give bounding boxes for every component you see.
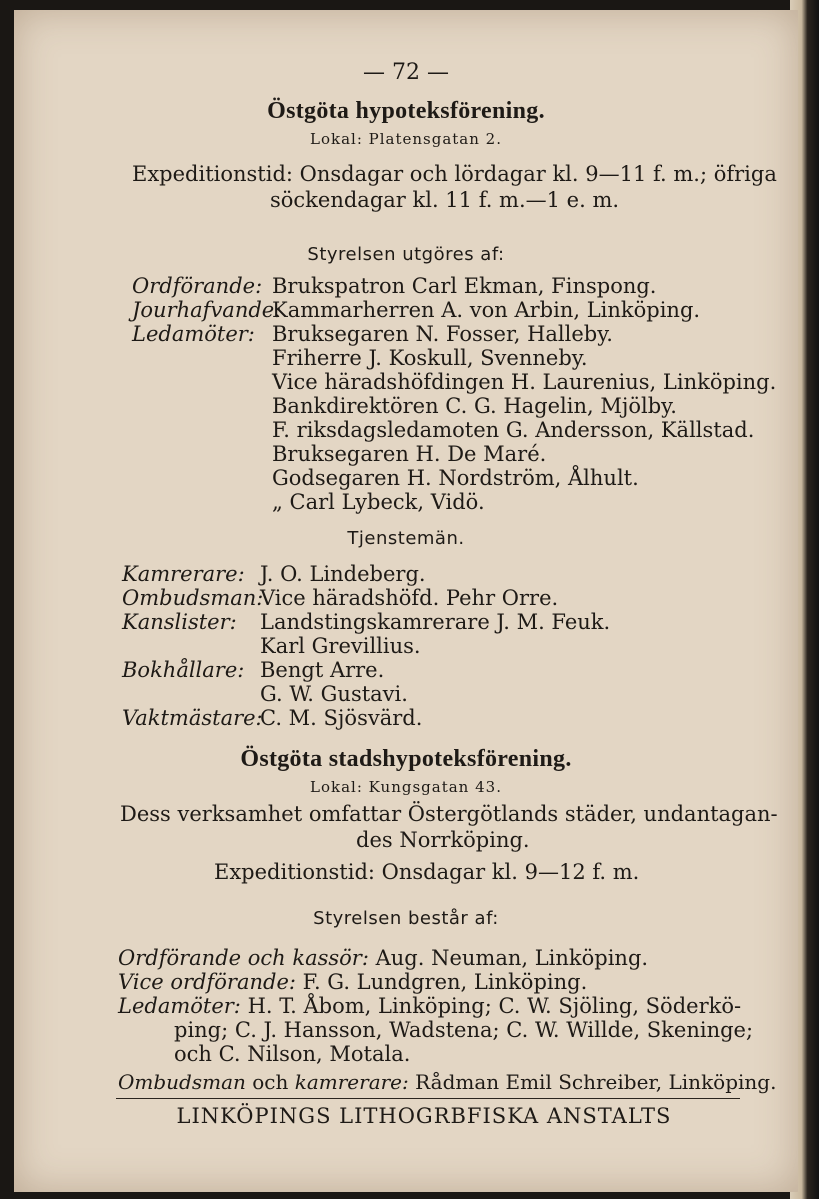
list-item-text: Karl Grevillius.: [260, 634, 421, 658]
section1-staff-heading: Tjenstemän.: [347, 528, 465, 549]
list-item-text: F. riksdagsledamoten G. Andersson, Källstad.: [272, 418, 755, 442]
list-item-text: Bruksegaren N. Fosser, Halleby.: [272, 322, 613, 346]
list-item-label: Ombudsman:: [122, 586, 264, 610]
list-item-text: Bengt Arre.: [260, 658, 385, 682]
list-item-label: Kamrerare:: [122, 562, 245, 586]
section1-title: Östgöta hypoteksförening.: [267, 98, 545, 124]
footer-imprint: LINKÖPINGS LITHOGRBFISKA ANSTALTS: [176, 1104, 672, 1128]
list-item-text: Bruksegaren H. De Maré.: [272, 442, 547, 466]
section2-line2: Vice ordförande: F. G. Lundgren, Linköping.: [118, 970, 588, 994]
list-item-text: G. W. Gustavi.: [260, 682, 408, 706]
section2-line6: Ombudsman och kamrerare: Rådman Emil Schreiber, Linköping.: [118, 1070, 777, 1094]
section2-line3: Ledamöter: H. T. Åbom, Linköping; C. W. Sjöling, Söderkö-: [118, 994, 742, 1018]
section1-hours-line1: Expeditionstid: Onsdagar och lördagar kl. 9—11 f. m.; öfriga: [132, 162, 777, 186]
section2-hours: Expeditionstid: Onsdagar kl. 9—12 f. m.: [214, 860, 640, 884]
list-item-text: Vice häradshöfdingen H. Laurenius, Linköping.: [272, 370, 777, 394]
document-page: [14, 10, 798, 1192]
list-item-text: J. O. Lindeberg.: [260, 562, 426, 586]
list-item-text: Godsegaren H. Nordström, Ålhult.: [272, 466, 639, 490]
section2-desc-line2: des Norrköping.: [356, 828, 530, 852]
section2-line5: och C. Nilson, Motala.: [174, 1042, 411, 1066]
section2-line1: Ordförande och kassör: Aug. Neuman, Linköping.: [118, 946, 649, 970]
list-item-label: Ledamöter:: [132, 322, 255, 346]
list-item-text: Bankdirektören C. G. Hagelin, Mjölby.: [272, 394, 677, 418]
section1-hours-line2: söckendagar kl. 11 f. m.—1 e. m.: [270, 188, 620, 212]
list-item-text: Friherre J. Koskull, Svenneby.: [272, 346, 588, 370]
list-item-text: Vice häradshöfd. Pehr Orre.: [260, 586, 559, 610]
list-item-label: Bokhållare:: [122, 658, 245, 682]
list-item-label: Jourhafvande:: [132, 298, 282, 322]
list-item-label: Ordförande:: [132, 274, 263, 298]
footer-rule: [116, 1098, 740, 1099]
list-item-text: Kammarherren A. von Arbin, Linköping.: [272, 298, 701, 322]
section1-board-heading: Styrelsen utgöres af:: [307, 244, 505, 265]
section2-title: Östgöta stadshypoteksförening.: [240, 746, 572, 772]
list-item-label: Vaktmästare:: [122, 706, 263, 730]
section2-line4: ping; C. J. Hansson, Wadstena; C. W. Willde, Skeninge;: [174, 1018, 754, 1042]
section1-lokal: Lokal: Platensgatan 2.: [310, 130, 502, 148]
list-item-text: Landstingskamrerare J. M. Feuk.: [260, 610, 611, 634]
page-number: — 72 —: [363, 60, 449, 85]
list-item-text: Brukspatron Carl Ekman, Finspong.: [272, 274, 657, 298]
list-item-label: Kanslister:: [122, 610, 237, 634]
section2-lokal: Lokal: Kungsgatan 43.: [310, 778, 502, 796]
section2-desc-line1: Dess verksamhet omfattar Östergötlands städer, undantagan-: [120, 802, 778, 826]
section2-board-heading: Styrelsen består af:: [313, 908, 499, 929]
list-item-text: „ Carl Lybeck, Vidö.: [272, 490, 485, 514]
list-item-text: C. M. Sjösvärd.: [260, 706, 423, 730]
